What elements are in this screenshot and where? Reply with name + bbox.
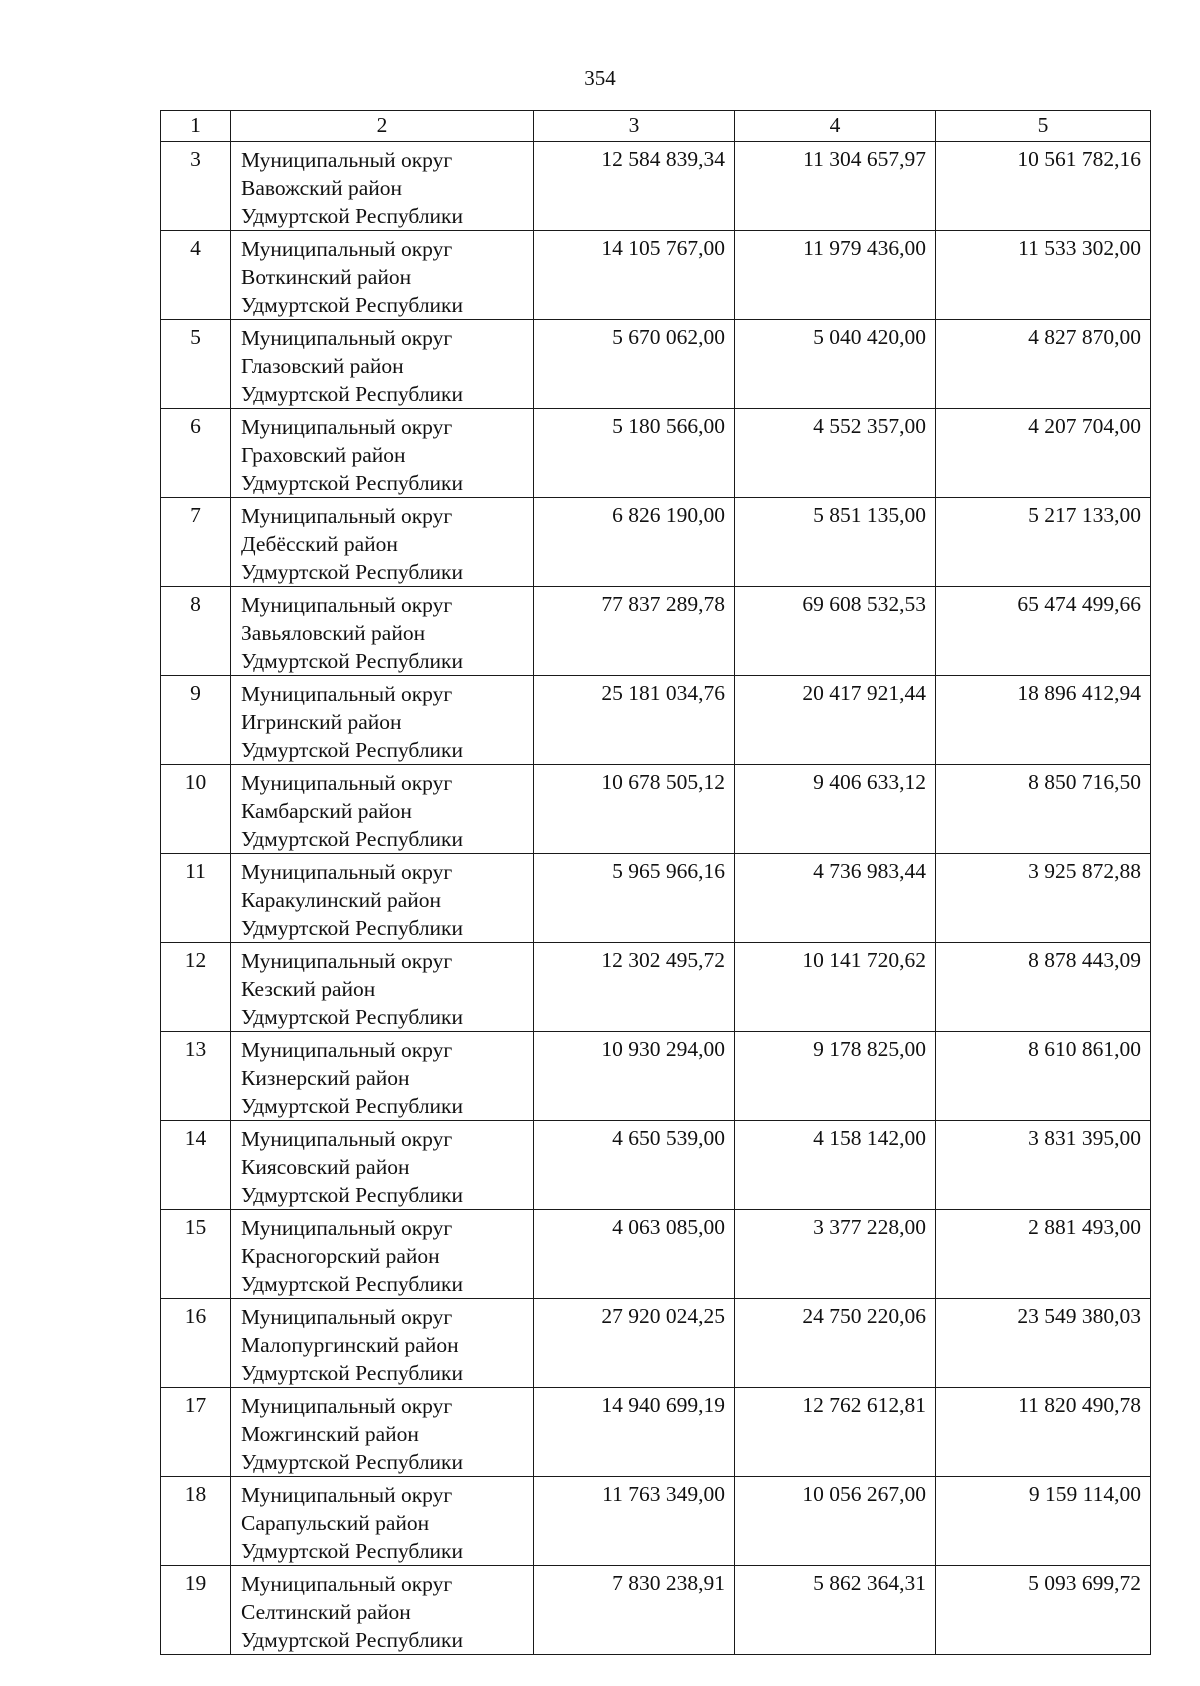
row-number-cell: 13 — [161, 1032, 231, 1121]
table-row — [161, 1566, 1151, 1655]
value-col3-cell: 25 181 034,76 — [534, 676, 735, 765]
value-col3-cell: 7 830 238,91 — [534, 1566, 735, 1655]
municipality-name-cell: Муниципальный округ Кезский район Удмуртской Республики — [231, 943, 534, 1032]
municipality-name-cell: Муниципальный округ Можгинский район Удмуртской Республики — [231, 1388, 534, 1477]
value-col5-cell: 5 093 699,72 — [936, 1566, 1151, 1655]
value-col3-cell: 27 920 024,25 — [534, 1299, 735, 1388]
table-row — [161, 1210, 1151, 1299]
municipality-name-cell: Муниципальный округ Киясовский район Удмуртской Республики — [231, 1121, 534, 1210]
table-row — [161, 1032, 1151, 1121]
value-col5-cell: 9 159 114,00 — [936, 1477, 1151, 1566]
header-row — [161, 111, 1151, 142]
budget-table — [160, 110, 1151, 1655]
column-header-2: 2 — [231, 111, 534, 142]
value-col3-cell: 14 940 699,19 — [534, 1388, 735, 1477]
value-col3-cell: 14 105 767,00 — [534, 231, 735, 320]
value-col5-cell: 4 827 870,00 — [936, 320, 1151, 409]
table-row — [161, 854, 1151, 943]
municipality-name-cell: Муниципальный округ Кизнерский район Удмуртской Республики — [231, 1032, 534, 1121]
municipality-name-cell: Муниципальный округ Глазовский район Удмуртской Республики — [231, 320, 534, 409]
value-col5-cell: 10 561 782,16 — [936, 142, 1151, 231]
municipality-name-cell: Муниципальный округ Селтинский район Удмуртской Республики — [231, 1566, 534, 1655]
municipality-name-cell: Муниципальный округ Граховский район Удмуртской Республики — [231, 409, 534, 498]
value-col5-cell: 3 925 872,88 — [936, 854, 1151, 943]
value-col3-cell: 10 930 294,00 — [534, 1032, 735, 1121]
row-number-cell: 3 — [161, 142, 231, 231]
column-header-4: 4 — [735, 111, 936, 142]
municipality-name-cell: Муниципальный округ Завьяловский район Удмуртской Республики — [231, 587, 534, 676]
value-col5-cell: 18 896 412,94 — [936, 676, 1151, 765]
value-col3-cell: 5 180 566,00 — [534, 409, 735, 498]
row-number-cell: 16 — [161, 1299, 231, 1388]
municipality-name-cell: Муниципальный округ Игринский район Удмуртской Республики — [231, 676, 534, 765]
value-col4-cell: 9 406 633,12 — [735, 765, 936, 854]
value-col5-cell: 8 878 443,09 — [936, 943, 1151, 1032]
value-col5-cell: 23 549 380,03 — [936, 1299, 1151, 1388]
value-col5-cell: 8 850 716,50 — [936, 765, 1151, 854]
table-row — [161, 587, 1151, 676]
value-col5-cell: 65 474 499,66 — [936, 587, 1151, 676]
table-row — [161, 1121, 1151, 1210]
value-col3-cell: 5 670 062,00 — [534, 320, 735, 409]
value-col4-cell: 11 979 436,00 — [735, 231, 936, 320]
value-col3-cell: 6 826 190,00 — [534, 498, 735, 587]
municipality-name-cell: Муниципальный округ Сарапульский район Удмуртской Республики — [231, 1477, 534, 1566]
value-col4-cell: 4 158 142,00 — [735, 1121, 936, 1210]
municipality-name-cell: Муниципальный округ Малопургинский район Удмуртской Республики — [231, 1299, 534, 1388]
value-col4-cell: 4 736 983,44 — [735, 854, 936, 943]
value-col3-cell: 12 584 839,34 — [534, 142, 735, 231]
value-col4-cell: 5 862 364,31 — [735, 1566, 936, 1655]
value-col4-cell: 11 304 657,97 — [735, 142, 936, 231]
table-header — [161, 111, 1151, 142]
row-number-cell: 5 — [161, 320, 231, 409]
row-number-cell: 7 — [161, 498, 231, 587]
value-col4-cell: 20 417 921,44 — [735, 676, 936, 765]
value-col3-cell: 12 302 495,72 — [534, 943, 735, 1032]
value-col4-cell: 3 377 228,00 — [735, 1210, 936, 1299]
row-number-cell: 17 — [161, 1388, 231, 1477]
row-number-cell: 4 — [161, 231, 231, 320]
table-row — [161, 498, 1151, 587]
value-col5-cell: 2 881 493,00 — [936, 1210, 1151, 1299]
value-col5-cell: 11 820 490,78 — [936, 1388, 1151, 1477]
row-number-cell: 10 — [161, 765, 231, 854]
column-header-5: 5 — [936, 111, 1151, 142]
value-col3-cell: 4 063 085,00 — [534, 1210, 735, 1299]
row-number-cell: 14 — [161, 1121, 231, 1210]
value-col3-cell: 77 837 289,78 — [534, 587, 735, 676]
table-body — [161, 142, 1151, 1655]
value-col4-cell: 5 040 420,00 — [735, 320, 936, 409]
row-number-cell: 15 — [161, 1210, 231, 1299]
municipality-name-cell: Муниципальный округ Камбарский район Удмуртской Республики — [231, 765, 534, 854]
column-header-3: 3 — [534, 111, 735, 142]
table-row — [161, 142, 1151, 231]
value-col3-cell: 11 763 349,00 — [534, 1477, 735, 1566]
table-row — [161, 320, 1151, 409]
row-number-cell: 9 — [161, 676, 231, 765]
value-col4-cell: 24 750 220,06 — [735, 1299, 936, 1388]
value-col4-cell: 10 056 267,00 — [735, 1477, 936, 1566]
row-number-cell: 19 — [161, 1566, 231, 1655]
value-col3-cell: 5 965 966,16 — [534, 854, 735, 943]
value-col5-cell: 3 831 395,00 — [936, 1121, 1151, 1210]
table-row — [161, 409, 1151, 498]
row-number-cell: 8 — [161, 587, 231, 676]
value-col5-cell: 5 217 133,00 — [936, 498, 1151, 587]
table-row — [161, 231, 1151, 320]
municipality-name-cell: Муниципальный округ Красногорский район Удмуртской Республики — [231, 1210, 534, 1299]
row-number-cell: 12 — [161, 943, 231, 1032]
municipality-name-cell: Муниципальный округ Воткинский район Удмуртской Республики — [231, 231, 534, 320]
value-col3-cell: 4 650 539,00 — [534, 1121, 735, 1210]
municipality-name-cell: Муниципальный округ Вавожский район Удмуртской Республики — [231, 142, 534, 231]
table-row — [161, 765, 1151, 854]
value-col5-cell: 11 533 302,00 — [936, 231, 1151, 320]
value-col4-cell: 10 141 720,62 — [735, 943, 936, 1032]
value-col5-cell: 8 610 861,00 — [936, 1032, 1151, 1121]
value-col4-cell: 5 851 135,00 — [735, 498, 936, 587]
value-col4-cell: 9 178 825,00 — [735, 1032, 936, 1121]
municipality-name-cell: Муниципальный округ Каракулинский район Удмуртской Республики — [231, 854, 534, 943]
table-row — [161, 1388, 1151, 1477]
value-col4-cell: 69 608 532,53 — [735, 587, 936, 676]
table-row — [161, 1299, 1151, 1388]
page-number: 354 — [584, 66, 616, 90]
table-row — [161, 1477, 1151, 1566]
row-number-cell: 11 — [161, 854, 231, 943]
value-col4-cell: 12 762 612,81 — [735, 1388, 936, 1477]
row-number-cell: 6 — [161, 409, 231, 498]
value-col4-cell: 4 552 357,00 — [735, 409, 936, 498]
table-row — [161, 943, 1151, 1032]
value-col3-cell: 10 678 505,12 — [534, 765, 735, 854]
value-col5-cell: 4 207 704,00 — [936, 409, 1151, 498]
municipality-name-cell: Муниципальный округ Дебёсский район Удмуртской Республики — [231, 498, 534, 587]
row-number-cell: 18 — [161, 1477, 231, 1566]
table-row — [161, 676, 1151, 765]
column-header-1: 1 — [161, 111, 231, 142]
